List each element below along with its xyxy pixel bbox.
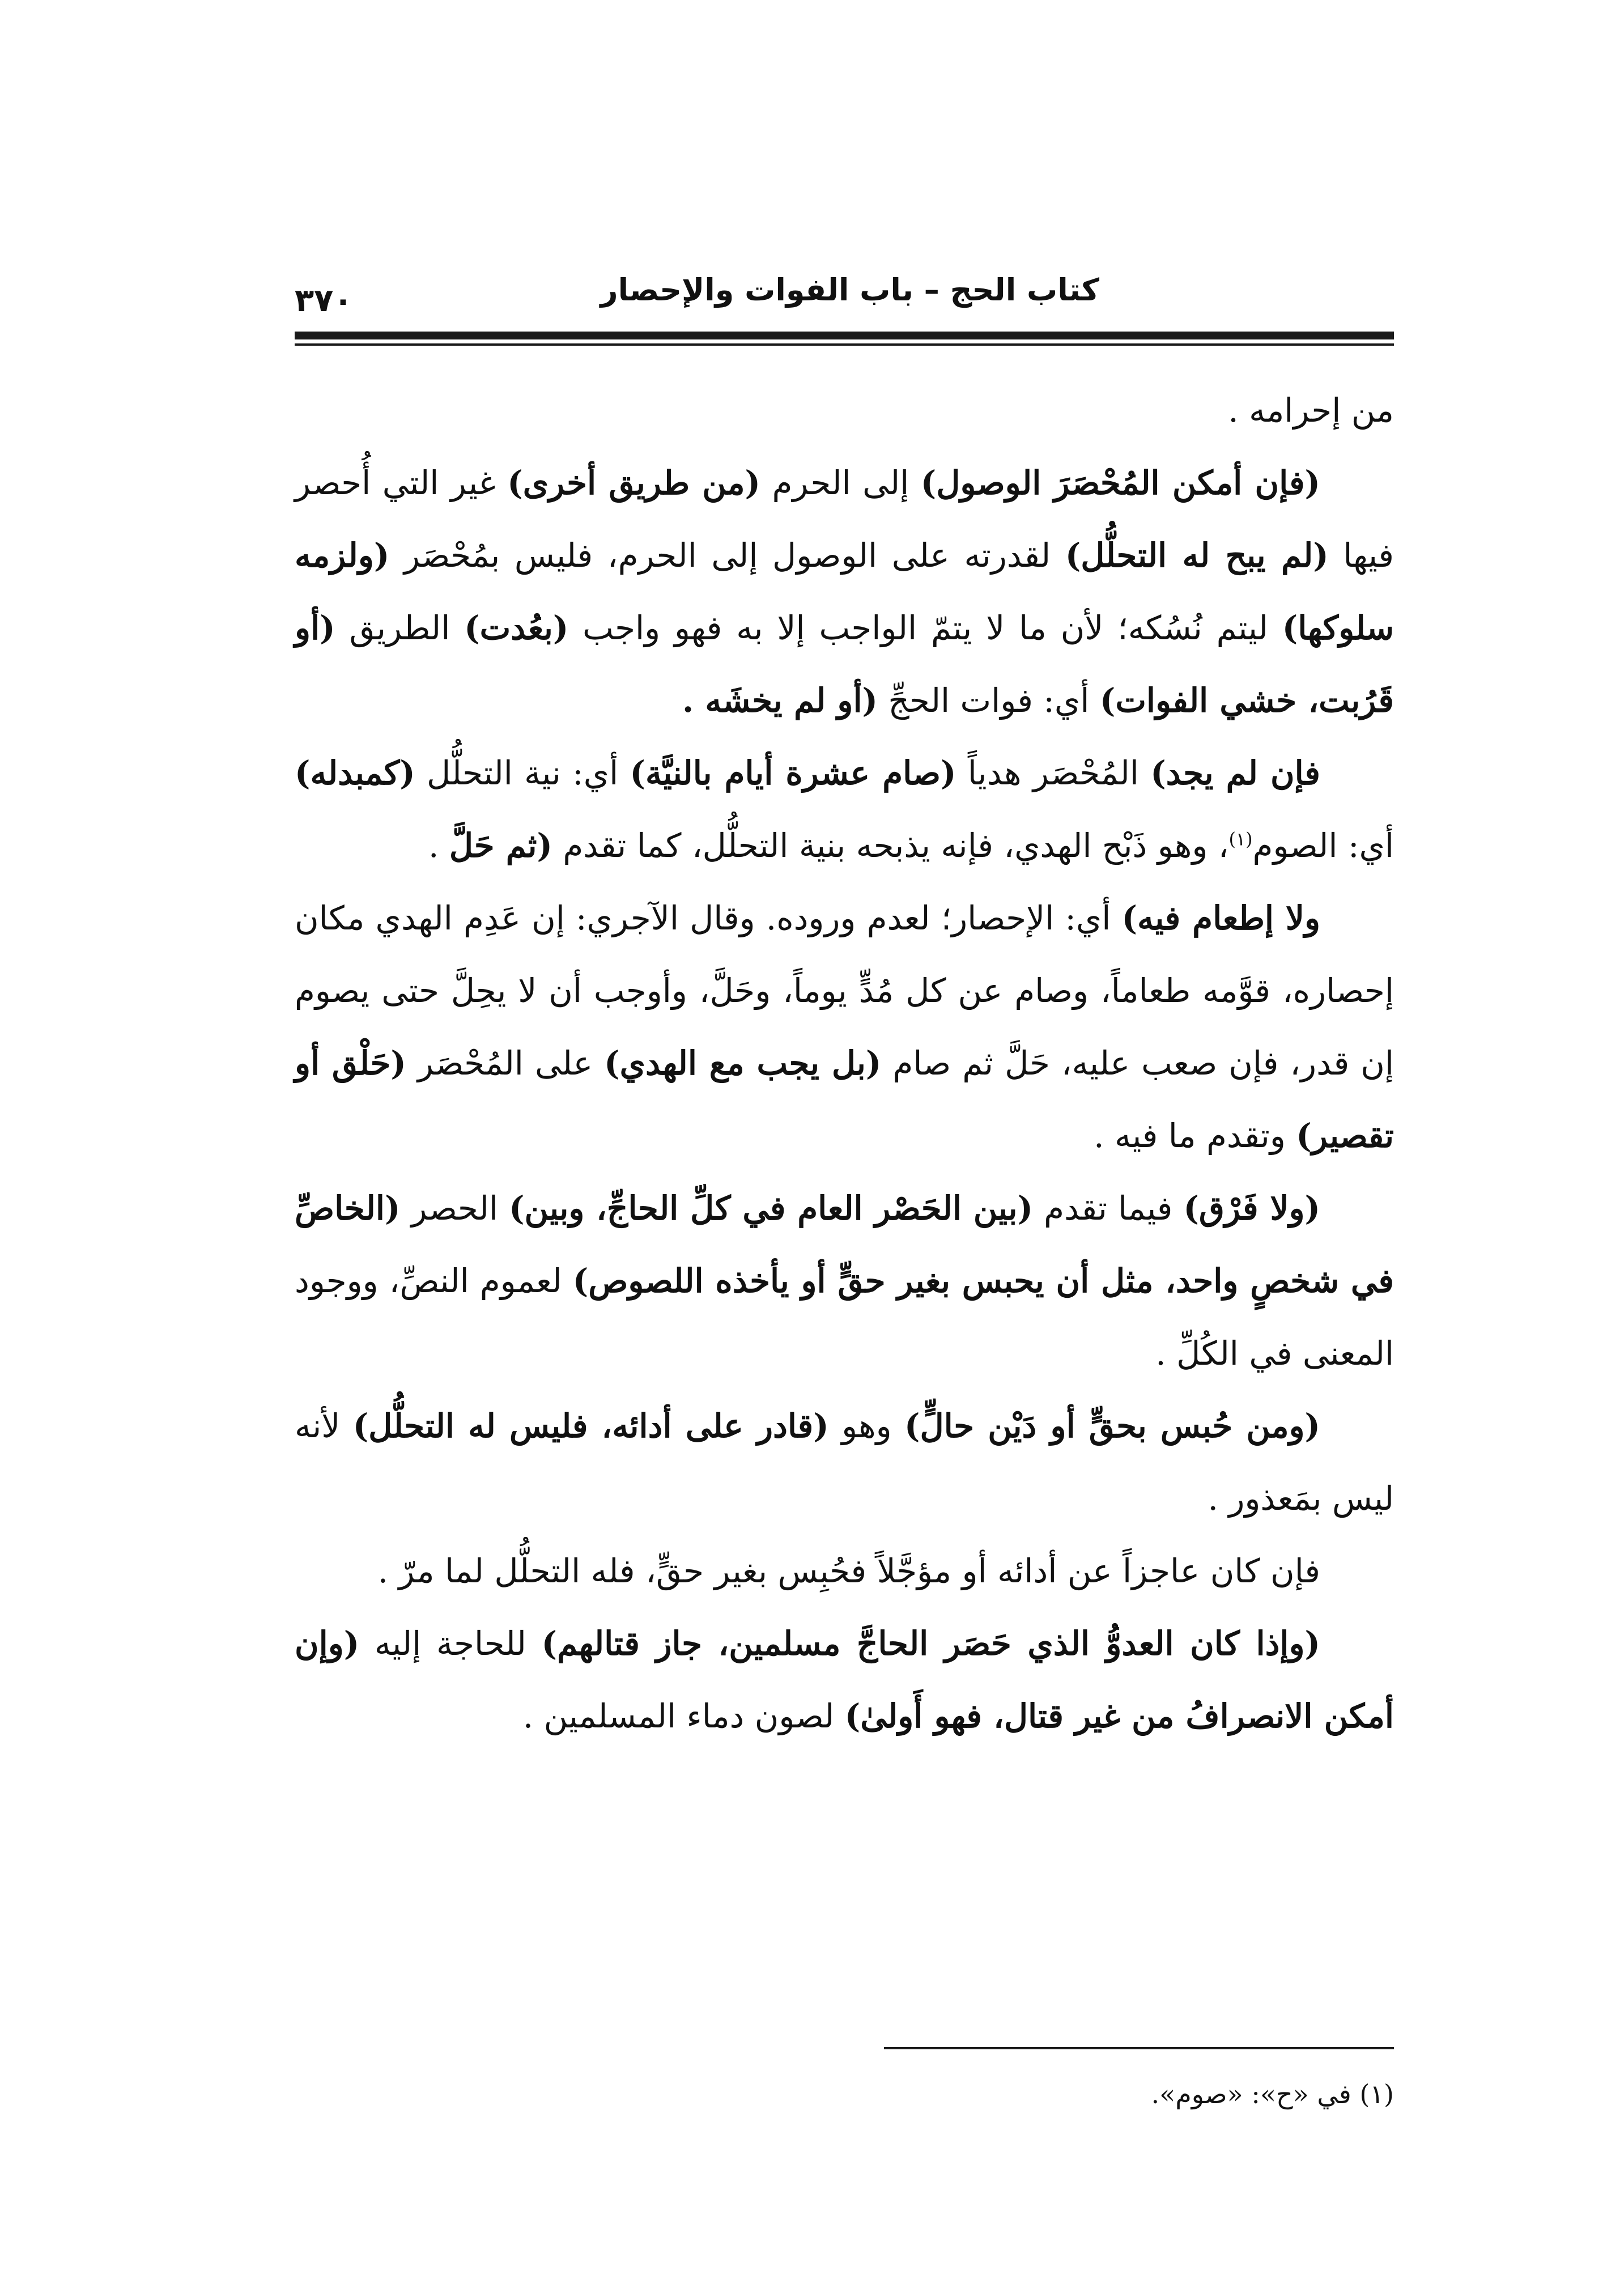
matn-text: (فإن أمكن المُحْصَرَ الوصول): [920, 464, 1320, 502]
page-header: [295, 266, 1394, 329]
footnote-marker: (١): [1228, 828, 1253, 850]
sharh-text: لعموم النصِّ، ووجود المعنى في الكُلِّ .: [295, 1262, 1394, 1373]
sharh-text: الطريق: [335, 609, 465, 647]
matn-text: (وإذا كان العدوُّ الذي حَصَر الحاجَّ مسلمين، جاز قتالهم): [541, 1624, 1320, 1663]
paragraph: [295, 1607, 1394, 1752]
matn-text: (ولزمه سلوكها): [295, 536, 1394, 647]
sharh-text: أي: الصوم: [1252, 826, 1394, 865]
paragraph: [295, 737, 1394, 882]
sharh-text: فإن كان عاجزاً عن أدائه أو مؤجَّلاً فحُبِس بغير حقٍّ، فله التحلُّل لما مرّ .: [377, 1552, 1320, 1590]
sharh-text: إلى الحرم: [760, 464, 921, 502]
header-rule: [295, 332, 1394, 339]
matn-text: ولا إطعام فيه): [1121, 899, 1320, 937]
sharh-text: لأنه ليس بمَعذور .: [295, 1407, 1394, 1518]
paragraph: [295, 374, 1394, 447]
matn-text: فإن لم يجد): [1150, 754, 1320, 792]
sharh-text: لقدرته على الوصول إلى الحرم، فليس بمُحْصَر: [389, 536, 1065, 575]
matn-text: (ولا فَرْق): [1183, 1189, 1320, 1228]
matn-text: (كمبدله): [295, 754, 415, 792]
sharh-text: أي: نية التحلُّل: [415, 754, 630, 792]
main-text: [295, 374, 1394, 1752]
header-rule-thin: [295, 343, 1394, 346]
sharh-text: المُحْصَر هدياً: [956, 754, 1151, 792]
matn-text: (حَلْق أو تقصير): [295, 1044, 1394, 1155]
paragraph: [295, 882, 1394, 1172]
matn-text: (لم يبح له التحلُّل): [1065, 536, 1329, 575]
sharh-text: فيما تقدم: [1033, 1189, 1184, 1228]
matn-text: (قادر على أدائه، فليس له التحلُّل): [352, 1407, 829, 1445]
matn-text: (الخاصِّ في شخصٍ واحد، مثل أن يحبس بغير حقٍّ أو يأخذه اللصوص): [295, 1189, 1394, 1300]
sharh-text: ، وهو ذَبْح الهدي، فإنه يذبحه بنية التحلُّل، كما تقدم: [552, 826, 1229, 865]
matn-text: (ومن حُبس بحقٍّ أو دَيْن حالٍّ): [904, 1407, 1320, 1445]
matn-text: (بين الحَصْر العام في كلِّ الحاجِّ، وبين): [509, 1189, 1034, 1228]
paragraph: [295, 1535, 1394, 1607]
paragraph: [295, 1390, 1394, 1535]
sharh-text: أي: الإحصار؛ لعدم وروده. وقال الآجري: إن عَدِم الهدي مكان إحصاره، قوَّمه طعاماً، وصام عن كل مُدٍّ يوماً، وحَلَّ، وأوجب أن لا يحِلَّ حتى يصوم إن قدر، فإن صعب عليه، حَلَّ ثم صام: [295, 899, 1394, 1082]
sharh-text: .: [428, 826, 449, 865]
running-title: كتاب الحج – باب الفوات والإحصار: [600, 272, 1099, 308]
sharh-text: الحصر: [400, 1189, 509, 1228]
matn-text: (أو لم يخشَه .: [682, 681, 878, 720]
sharh-text: للحاجة إليه: [359, 1624, 542, 1663]
matn-text: (أو قَرُبت، خشي الفوات): [295, 609, 1394, 720]
sharh-text: أي: فوات الحجِّ: [878, 681, 1100, 720]
matn-text: (بعُدت): [464, 609, 569, 647]
matn-text: (صام عشرة أيام بالنيَّة): [630, 754, 956, 792]
sharh-text: وهو: [828, 1407, 905, 1445]
matn-text: (من طريق أخرى): [507, 464, 760, 502]
sharh-text: غير التي أُحصر فيها: [295, 464, 1394, 575]
footnote-divider: [884, 2047, 1394, 2049]
sharh-text: لصون دماء المسلمين .: [522, 1697, 845, 1735]
matn-text: (ثم حَلَّ: [449, 826, 552, 865]
matn-text: (وإن أمكن الانصرافُ من غير قتال، فهو أَولىٰ): [295, 1624, 1394, 1735]
page-number: ٣٧٠: [295, 282, 353, 319]
paragraph: [295, 1172, 1394, 1390]
sharh-text: ليتم نُسُكه؛ لأن ما لا يتمّ الواجب إلا به فهو واجب: [568, 609, 1282, 647]
footnote: (١) في «ح»: «صوم».: [1151, 2079, 1394, 2109]
paragraph: [295, 447, 1394, 737]
sharh-text: وتقدم ما فيه .: [1094, 1116, 1296, 1155]
sharh-text: من إحرامه .: [1228, 391, 1394, 430]
matn-text: (بل يجب مع الهدي): [604, 1044, 882, 1082]
sharh-text: على المُحْصَر: [406, 1044, 605, 1082]
